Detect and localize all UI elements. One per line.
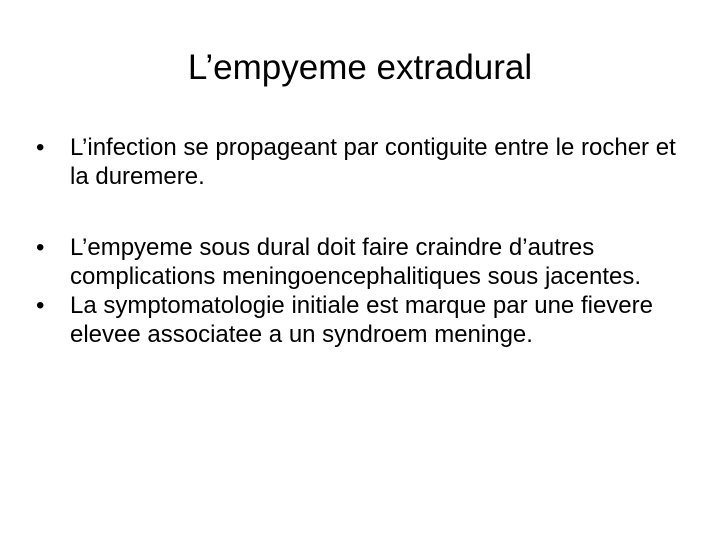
bullet-dot-icon: • (36, 234, 45, 261)
bullet-text: La symptomatologie initiale est marque par une fievere elevee associatee a un syndroem meninge. (70, 292, 653, 348)
bullet-item (36, 233, 686, 291)
bullet-text: L’empyeme sous dural doit faire craindre d’autres complications meningoencephalitiques sous jacentes. (70, 234, 642, 290)
bullet-item (36, 133, 686, 191)
bullet-dot-icon: • (36, 134, 45, 161)
slide-title: L’empyeme extradural (187, 48, 533, 87)
bullet-list (36, 133, 686, 349)
bullet-dot-icon: • (36, 292, 45, 319)
bullet-text: L’infection se propageant par contiguite entre le rocher et la duremere. (70, 134, 676, 190)
bullet-item (36, 291, 686, 349)
